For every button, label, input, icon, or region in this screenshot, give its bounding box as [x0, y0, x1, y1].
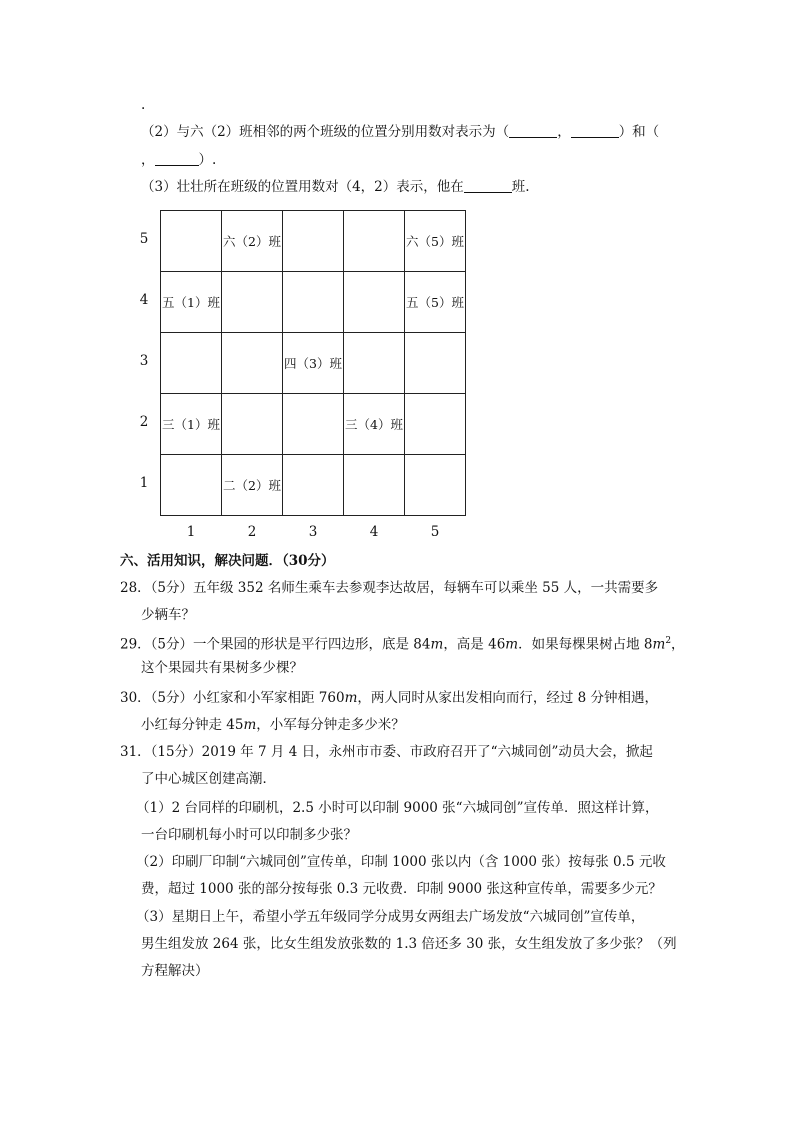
column-label: 1 [186, 524, 196, 540]
question-31-sub1-line2: 一台印刷机每小时可以印制多少张？ [141, 827, 357, 843]
grid-cell [221, 271, 283, 333]
grid-cell [343, 332, 405, 394]
grid-cell [282, 271, 344, 333]
grid-cell [404, 393, 466, 455]
question-31-line2: 了中心城区创建高潮． [141, 771, 276, 787]
q30-c: 小红每分钟走 45 [141, 717, 244, 733]
grid-cell: 五（5）班 [404, 271, 466, 333]
q29-unit-3: m [652, 636, 666, 653]
q29-unit-2: m [505, 636, 519, 653]
q29-a: 29．（5分）一个果园的形状是平行四边形，底是 84 [120, 636, 431, 653]
column-label: 2 [247, 524, 257, 540]
q2-comma: ， [557, 124, 571, 140]
grid-cell: 四（3）班 [282, 332, 344, 394]
grid-cell [404, 332, 466, 394]
column-label: 3 [308, 524, 318, 540]
q29-unit-1: m [430, 636, 444, 653]
question-29-line1 [120, 631, 685, 655]
question-31-sub2-line1: （2）印刷厂印制“六城同创”宣传单，印制 1000 张以内（含 1000 张）按每张 0.5 元收 [136, 854, 666, 870]
grid-cell [160, 332, 222, 394]
question-29-line2: 这个果园共有果树多少棵？ [141, 660, 303, 676]
grid-cell [343, 271, 405, 333]
question-28-line1: 28．（5分）五年级 352 名师生乘车去参观李达故居，每辆车可以乘坐 55 人，一共需要多 [120, 580, 659, 596]
answer-blank-4[interactable] [464, 178, 512, 193]
grid-cell [282, 454, 344, 516]
row-label: 3 [139, 353, 149, 369]
grid-cell: 六（2）班 [221, 210, 283, 272]
question-31-sub3-line2: 男生组发放 264 张，比女生组发放张数的 1.3 倍还多 30 张，女生组发放了多少张？（列 [141, 936, 677, 952]
row-label: 1 [139, 475, 149, 491]
question-30-line2 [141, 715, 405, 735]
question-31-sub3-line3: 方程解决） [141, 963, 209, 979]
q30-a: 30．（5分）小红家和小军家相距 760 [120, 690, 345, 706]
question-31-sub3-line1: （3）星期日上午，希望小学五年级同学分成男女两组去广场发放“六城同创”宣传单， [136, 909, 645, 925]
grid-cell [282, 210, 344, 272]
grid-cell: 二（2）班 [221, 454, 283, 516]
q2-part2-start: ， [141, 152, 155, 168]
row-label: 5 [139, 231, 149, 247]
top-dot: . [141, 97, 146, 113]
q3-suffix: 班. [511, 179, 530, 195]
grid-cell [343, 454, 405, 516]
column-label: 5 [430, 524, 440, 540]
section-6-title: 六、活用知识，解决问题．（30分） [120, 553, 335, 569]
question-31-line1: 31．（15分）2019 年 7 月 4 日，永州市市委、市政府召开了“六城同创”动员大会，掀起 [120, 744, 653, 760]
question-30-line1 [120, 688, 658, 708]
q29-c: ．如果每棵果树占地 8 [518, 636, 653, 653]
grid-cell [221, 332, 283, 394]
q30-unit-1: m [344, 690, 358, 706]
row-label: 2 [139, 414, 149, 430]
grid-cell [221, 393, 283, 455]
question-3 [141, 177, 530, 197]
answer-blank-1[interactable] [509, 123, 557, 138]
grid-cell [343, 210, 405, 272]
grid-cell [282, 393, 344, 455]
row-label: 4 [139, 292, 149, 308]
grid-cell: 五（1）班 [160, 271, 222, 333]
q2-part2-end: ）. [198, 152, 217, 168]
q29-superscript: 2 [665, 636, 672, 646]
question-31-sub2-line2: 费，超过 1000 张的部分按每张 0.3 元收费．印制 9000 张这种宣传单，需要多少元？ [141, 881, 662, 897]
q2-part1: （2）与六（2）班相邻的两个班级的位置分别用数对表示为（ [141, 124, 510, 140]
grid-cell [404, 454, 466, 516]
grid-cell: 三（4）班 [343, 393, 405, 455]
column-label: 4 [369, 524, 379, 540]
grid-cell: 六（5）班 [404, 210, 466, 272]
question-28-line2: 少辆车？ [141, 607, 195, 623]
q30-b: ，两人同时从家出发相向而行，经过 8 分钟相遇， [357, 690, 659, 706]
grid-cell [160, 210, 222, 272]
q29-b: ，高是 46 [443, 636, 506, 653]
answer-blank-2[interactable] [571, 123, 619, 138]
grid-cell: 三（1）班 [160, 393, 222, 455]
q3-text: （3）壮壮所在班级的位置用数对（4，2）表示，他在 [141, 179, 464, 195]
q29-d: ， [671, 636, 685, 653]
q30-d: ，小军每分钟走多少米？ [256, 717, 405, 733]
q2-and: ）和（ [618, 124, 660, 140]
q30-unit-2: m [243, 717, 257, 733]
answer-blank-3[interactable] [155, 151, 199, 166]
question-31-sub1-line1: （1）2 台同样的印刷机，2.5 小时可以印制 9000 张“六城同创”宣传单．照这样计算， [136, 800, 659, 816]
question-2-line2 [141, 150, 216, 170]
question-2-line1 [141, 122, 659, 142]
grid-cell [160, 454, 222, 516]
